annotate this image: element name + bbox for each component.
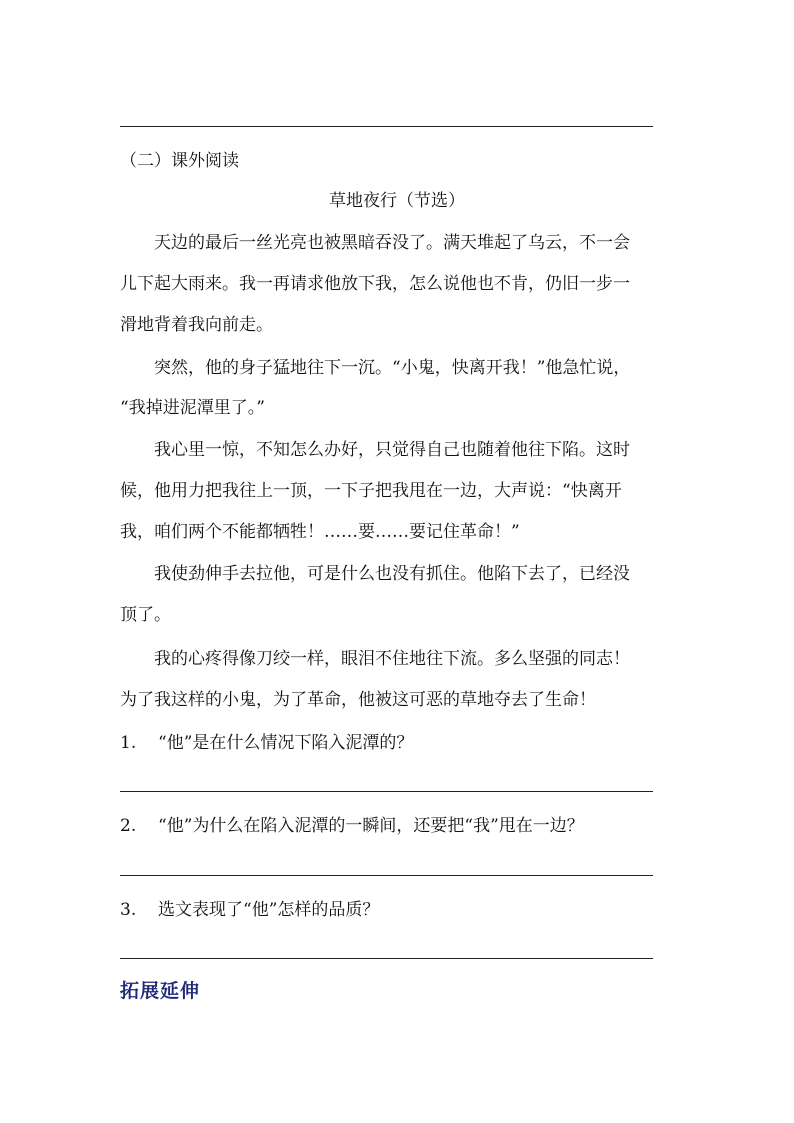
question-text: “他”为什么在陷入泥潭的一瞬间，还要把“我”甩在一边？	[158, 816, 584, 836]
answer-line-2[interactable]	[120, 875, 653, 876]
passage-line: 突然，他的身子猛地往下一沉。“小鬼，快离开我！”他急忙说，	[120, 358, 631, 378]
answer-line-3[interactable]	[120, 958, 653, 959]
question-number: 3.	[120, 900, 137, 920]
answer-line-1[interactable]	[120, 791, 653, 792]
passage-line: 候，他用力把我往上一顶，一下子把我甩在一边，大声说：“快离开	[120, 481, 622, 501]
extension-heading: 拓展延伸	[120, 980, 201, 1002]
question-2	[120, 815, 680, 837]
question-3	[120, 899, 680, 921]
passage-line: 天边的最后一丝光亮也被黑暗吞没了。满天堆起了乌云，不一会	[120, 233, 630, 253]
question-number: 2.	[120, 816, 137, 836]
question-1	[120, 732, 680, 754]
question-number: 1.	[120, 733, 137, 753]
passage-line: 为了我这样的小鬼，为了革命，他被这可恶的草地夺去了生命！	[120, 690, 596, 710]
passage-line: “我掉进泥潭里了。”	[120, 398, 265, 418]
passage-line: 顶了。	[120, 605, 171, 625]
question-text: “他”是在什么情况下陷入泥潭的？	[158, 733, 414, 753]
passage-line: 我心里一惊，不知怎么办好，只觉得自己也随着他往下陷。这时	[120, 440, 630, 460]
top-divider	[120, 126, 653, 127]
passage-title: 草地夜行（节选）	[329, 191, 465, 211]
section-label: （二）课外阅读	[120, 151, 239, 171]
question-text: 选文表现了“他”怎样的品质？	[158, 900, 380, 920]
passage-line: 我，咱们两个不能都牺牲！……要……要记住革命！”	[120, 522, 520, 542]
passage-line: 儿下起大雨来。我一再请求他放下我，怎么说他也不肯，仍旧一步一	[120, 274, 630, 294]
passage-line: 我的心疼得像刀绞一样，眼泪不住地往下流。多么坚强的同志！	[120, 649, 630, 669]
passage-line: 滑地背着我向前走。	[120, 315, 273, 335]
passage-line: 我使劲伸手去拉他，可是什么也没有抓住。他陷下去了，已经没	[120, 564, 630, 584]
